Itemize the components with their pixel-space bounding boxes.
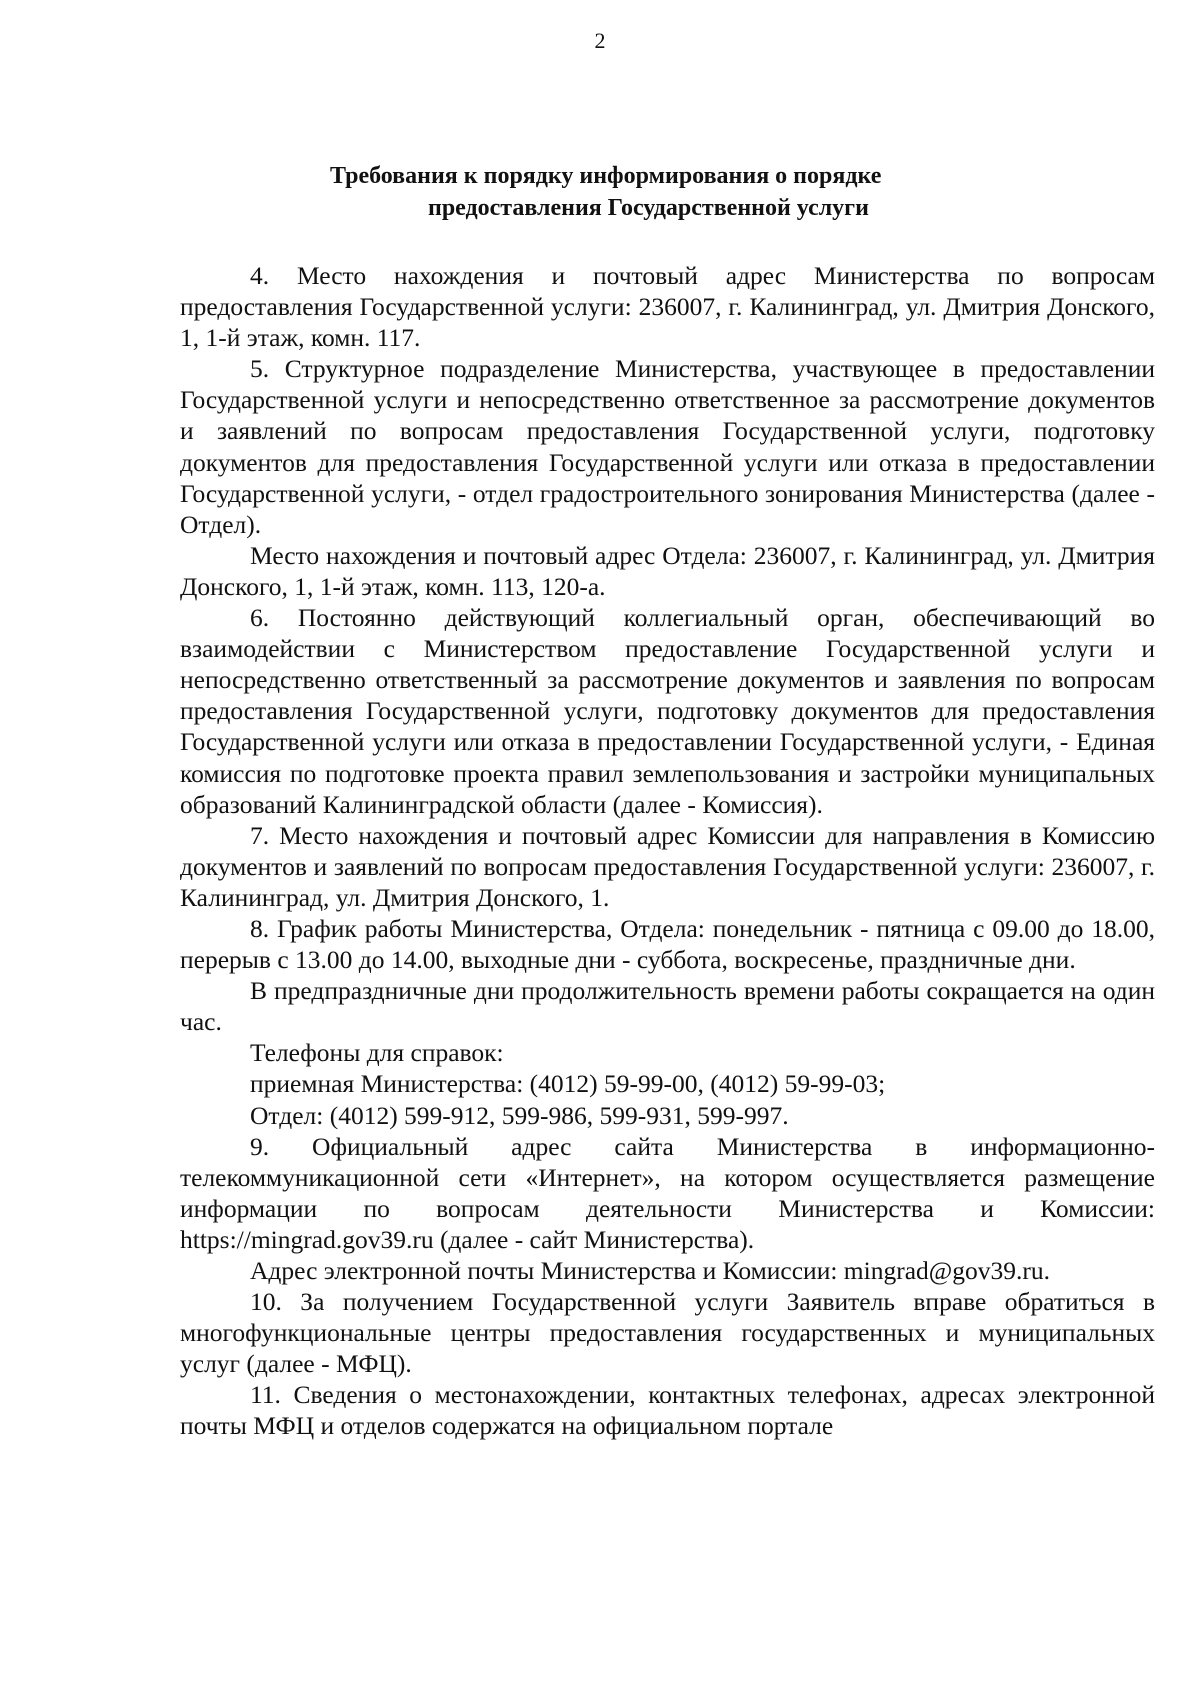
paragraph-phones-heading: Телефоны для справок: <box>250 1038 504 1068</box>
page-number: 2 <box>594 28 606 53</box>
paragraph-department-address: Место нахождения и почтовый адрес Отдела: 236007, г. Калининград, ул. Дмитрия Донского, 1, 1-й этаж, комн. 113, 120-а. <box>180 540 1155 601</box>
paragraph-pre-holiday-hours: В предпраздничные дни продолжительность времени работы сокращается на один час. <box>180 976 1155 1037</box>
paragraph-item-6-commission: 6. Постоянно действующий коллегиальный орган, обеспечивающий во взаимодействии с Министерством предоставление Государственной услуги и непосредственно ответственный за рассмотрение документов и заявления по вопросам предоставления Государственной услуги, подготовку документов для предоставления Государственной услуги или отказа в предоставлении Государственной услуги, - Единая комиссия по подготовке проекта правил землепользования и застройки муниципальных образований Калининградской области (далее - Комиссия). <box>180 603 1155 819</box>
paragraph-item-5-department: 5. Структурное подразделение Министерства, участвующее в предоставлении Государственной услуги и непосредственно ответственное за рассмотрение документов и заявлений по вопросам предоставления Государственной услуги, подготовку документов для предоставления Государственной услуги или отказа в предоставлении Государственной услуги, - отдел градостроительного зонирования Министерства (далее - Отдел). <box>180 354 1155 539</box>
paragraph-phones-department: Отдел: (4012) 599-912, 599-986, 599-931, 599-997. <box>250 1100 789 1130</box>
document-body <box>180 260 1155 1442</box>
paragraph-item-7-commission-address: 7. Место нахождения и почтовый адрес Комиссии для направления в Комиссию документов и заявлений по вопросам предоставления Государственной услуги: 236007, г. Калининград, ул. Дмитрия Донского, 1. <box>180 820 1155 912</box>
paragraph-item-9-website: 9. Официальный адрес сайта Министерства в информационно-телекоммуникационной сети «Интернет», на котором осуществляется размещение информации по вопросам деятельности Министерства и Комиссии: https://mingrad.gov39.ru (далее - сайт Министерства). <box>180 1131 1155 1254</box>
paragraph-phones-ministry: приемная Министерства: (4012) 59-99-00, (4012) 59-99-03; <box>250 1069 886 1099</box>
paragraph-item-8-schedule: 8. График работы Министерства, Отдела: понедельник - пятница с 09.00 до 18.00, перерыв с 13.00 до 14.00, выходные дни - суббота, воскресенье, праздничные дни. <box>180 913 1155 975</box>
paragraph-item-4-address: 4. Место нахождения и почтовый адрес Министерства по вопросам предоставления Государственной услуги: 236007, г. Калининград, ул. Дмитрия Донского, 1, 1-й этаж, комн. 117. <box>180 261 1155 353</box>
section-heading <box>330 160 1050 224</box>
section-heading-line-1: Требования к порядку информирования о порядке <box>330 163 882 189</box>
paragraph-item-10-mfc: 10. За получением Государственной услуги Заявитель вправе обратиться в многофункциональные центры предоставления государственных и муниципальных услуг (далее - МФЦ). <box>180 1287 1155 1379</box>
paragraph-item-11-mfc-info: 11. Сведения о местонахождении, контактных телефонах, адресах электронной почты МФЦ и отделов содержатся на официальном портале <box>180 1380 1155 1441</box>
section-heading-line-2: предоставления Государственной услуги <box>428 195 869 221</box>
paragraph-email: Адрес электронной почты Министерства и Комиссии: mingrad@gov39.ru. <box>250 1256 1051 1285</box>
